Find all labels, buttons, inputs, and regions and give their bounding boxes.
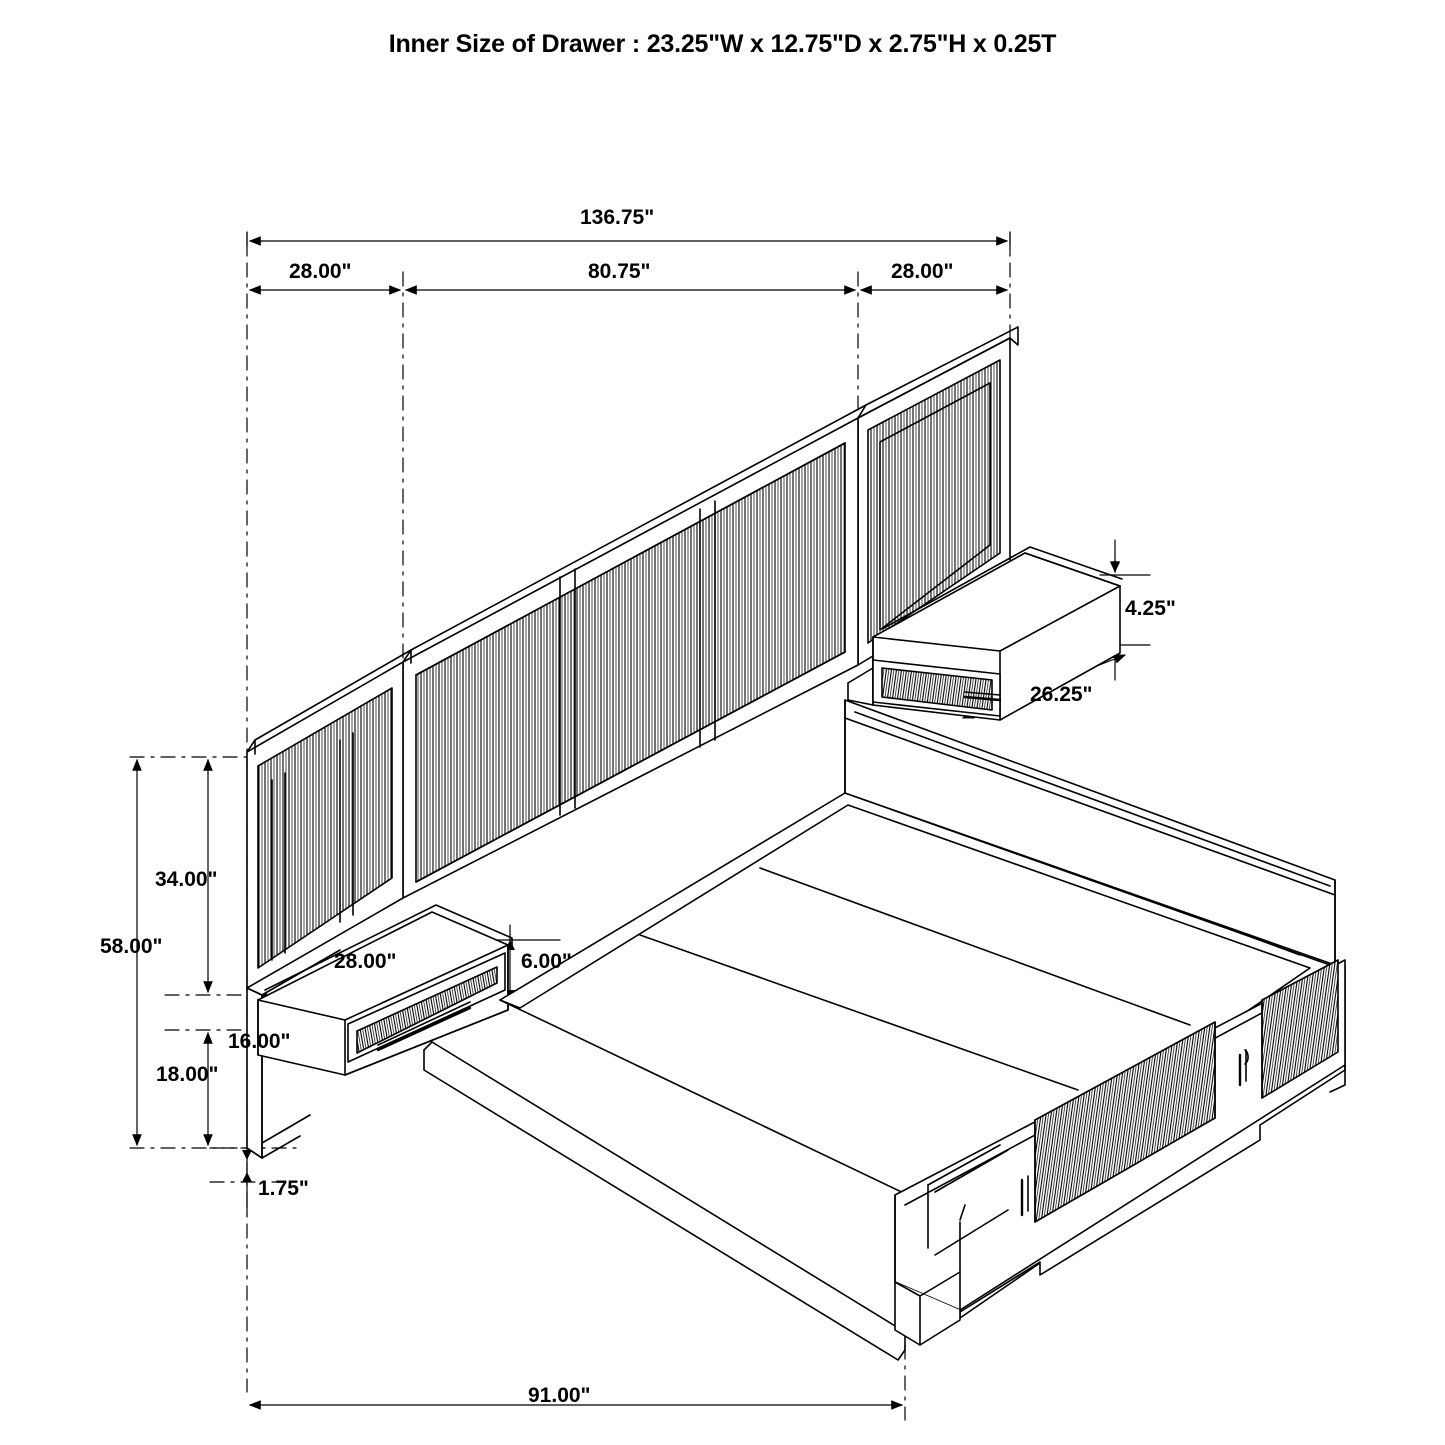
dim-overall-height: 58.00" — [100, 935, 163, 958]
dim-nightstand-height: 6.00" — [521, 950, 572, 973]
dim-right-nightstand-width: 28.00" — [891, 260, 954, 283]
dim-drawer-front-height: 4.25" — [1125, 597, 1176, 620]
dim-left-nightstand-width: 28.00" — [289, 260, 352, 283]
dim-headboard-panel-height: 34.00" — [155, 868, 218, 891]
dim-headboard-panel-width: 80.75" — [588, 260, 651, 283]
dim-nightstand-top-width: 28.00" — [334, 950, 397, 973]
page-title: Inner Size of Drawer : 23.25"W x 12.75"D x 2.75"H x 0.25T — [388, 30, 1057, 58]
dim-overall-width: 136.75" — [580, 206, 655, 229]
dim-nightstand-side-depth: 16.00" — [228, 1030, 291, 1053]
dim-leg-height: 1.75" — [258, 1177, 309, 1200]
dim-nightstand-depth: 26.25" — [1030, 683, 1093, 706]
dim-floor-to-nightstand: 18.00" — [156, 1063, 219, 1086]
dim-overall-length: 91.00" — [528, 1384, 591, 1407]
